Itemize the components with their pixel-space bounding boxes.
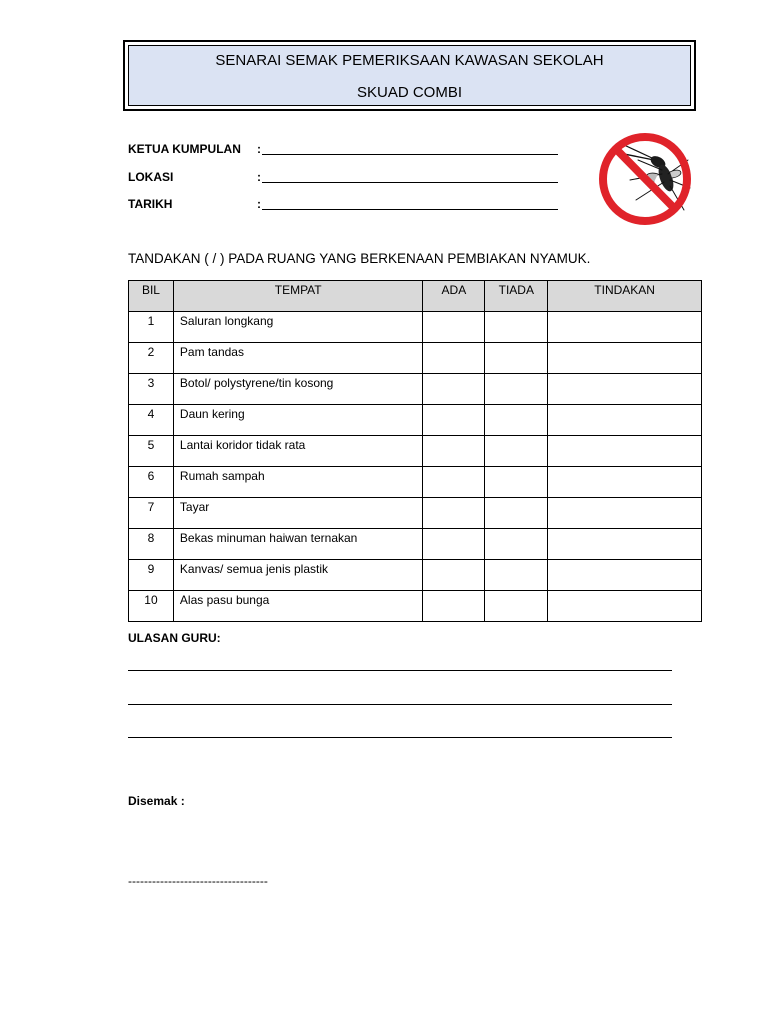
ada-cell[interactable]	[423, 560, 485, 591]
tiada-cell[interactable]	[485, 374, 548, 405]
ada-cell[interactable]	[423, 529, 485, 560]
no-mosquito-icon	[592, 130, 698, 228]
tempat-cell: Alas pasu bunga	[173, 591, 423, 622]
table-row	[129, 529, 702, 560]
table-row	[129, 436, 702, 467]
table-row	[129, 467, 702, 498]
tiada-cell[interactable]	[485, 312, 548, 343]
tiada-cell[interactable]	[485, 343, 548, 374]
field-colon: :	[257, 197, 261, 211]
bil-cell: 2	[129, 343, 174, 374]
tempat-cell: Lantai koridor tidak rata	[173, 436, 423, 467]
ada-cell[interactable]	[423, 591, 485, 622]
ada-cell[interactable]	[423, 498, 485, 529]
tindakan-cell[interactable]	[548, 560, 702, 591]
tempat-cell: Pam tandas	[173, 343, 423, 374]
tindakan-cell[interactable]	[548, 529, 702, 560]
page-subtitle: SKUAD COMBI	[356, 84, 462, 101]
tiada-cell[interactable]	[485, 591, 548, 622]
ada-cell[interactable]	[423, 374, 485, 405]
ada-cell[interactable]	[423, 405, 485, 436]
bil-cell: 4	[129, 405, 174, 436]
table-row	[129, 374, 702, 405]
field-label: KETUA KUMPULAN	[128, 142, 241, 156]
ada-cell[interactable]	[423, 467, 485, 498]
tiada-cell[interactable]	[485, 405, 548, 436]
field-colon: :	[257, 170, 261, 184]
ulasan-line-1[interactable]	[128, 670, 672, 671]
bil-cell: 1	[129, 312, 174, 343]
bil-cell: 9	[129, 560, 174, 591]
tindakan-cell[interactable]	[548, 467, 702, 498]
field-label: TARIKH	[128, 197, 173, 211]
title-inner-box	[128, 45, 691, 106]
bil-cell: 10	[129, 591, 174, 622]
ada-cell[interactable]	[423, 312, 485, 343]
bil-cell: 3	[129, 374, 174, 405]
tindakan-cell[interactable]	[548, 374, 702, 405]
tiada-cell[interactable]	[485, 436, 548, 467]
tindakan-cell[interactable]	[548, 436, 702, 467]
field-label: LOKASI	[128, 170, 174, 184]
bil-cell: 6	[129, 467, 174, 498]
col-header-ada: ADA	[423, 281, 485, 312]
tiada-cell[interactable]	[485, 560, 548, 591]
tindakan-cell[interactable]	[548, 312, 702, 343]
tindakan-cell[interactable]	[548, 498, 702, 529]
table-row	[129, 343, 702, 374]
tiada-cell[interactable]	[485, 498, 548, 529]
ulasan-line-2[interactable]	[128, 704, 672, 705]
col-header-tiada: TIADA	[485, 281, 548, 312]
col-header-bil: BIL	[129, 281, 174, 312]
tarikh-fill-line[interactable]	[262, 209, 558, 210]
lokasi-fill-line[interactable]	[262, 182, 558, 183]
tempat-cell: Rumah sampah	[173, 467, 423, 498]
table-row	[129, 405, 702, 436]
checklist-table	[128, 280, 702, 622]
ketua-kumpulan-fill-line[interactable]	[262, 154, 558, 155]
table-row	[129, 591, 702, 622]
ada-cell[interactable]	[423, 436, 485, 467]
bil-cell: 8	[129, 529, 174, 560]
signature-line[interactable]: -----------------------------------	[128, 874, 268, 888]
ada-cell[interactable]	[423, 343, 485, 374]
tempat-cell: Bekas minuman haiwan ternakan	[173, 529, 423, 560]
disemak-label: Disemak :	[128, 794, 185, 808]
col-header-tindakan: TINDAKAN	[548, 281, 702, 312]
table-row	[129, 312, 702, 343]
bil-cell: 5	[129, 436, 174, 467]
ulasan-guru-label: ULASAN GURU:	[128, 631, 221, 645]
tiada-cell[interactable]	[485, 467, 548, 498]
tindakan-cell[interactable]	[548, 591, 702, 622]
field-colon: :	[257, 142, 261, 156]
tindakan-cell[interactable]	[548, 405, 702, 436]
table-row	[129, 498, 702, 529]
tindakan-cell[interactable]	[548, 343, 702, 374]
col-header-tempat: TEMPAT	[173, 281, 423, 312]
tempat-cell: Kanvas/ semua jenis plastik	[173, 560, 423, 591]
table-row	[129, 560, 702, 591]
tempat-cell: Tayar	[173, 498, 423, 529]
ulasan-line-3[interactable]	[128, 737, 672, 738]
title-box	[123, 40, 696, 111]
table-header-row	[129, 281, 702, 312]
tempat-cell: Daun kering	[173, 405, 423, 436]
tempat-cell: Saluran longkang	[173, 312, 423, 343]
bil-cell: 7	[129, 498, 174, 529]
tiada-cell[interactable]	[485, 529, 548, 560]
page-title: SENARAI SEMAK PEMERIKSAAN KAWASAN SEKOLAH	[215, 52, 604, 69]
instruction-text: TANDAKAN ( / ) PADA RUANG YANG BERKENAAN PEMBIAKAN NYAMUK.	[128, 251, 591, 266]
tempat-cell: Botol/ polystyrene/tin kosong	[173, 374, 423, 405]
